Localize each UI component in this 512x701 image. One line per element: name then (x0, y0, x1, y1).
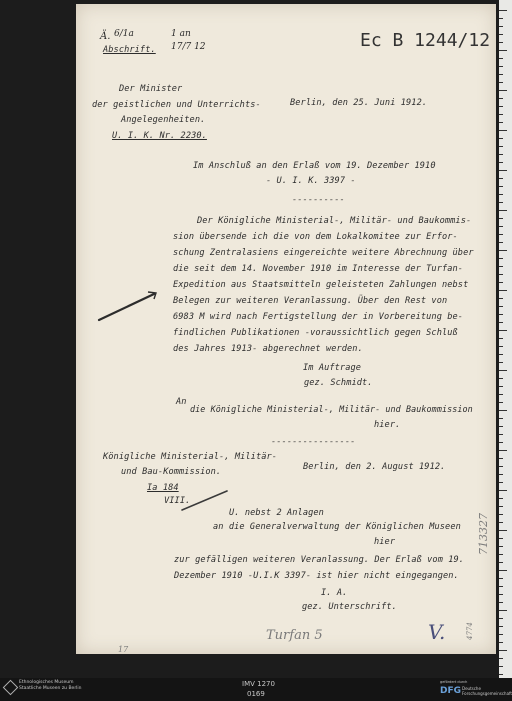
ruler-tick (499, 18, 503, 19)
ruler-tick (499, 250, 507, 251)
ruler-tick (499, 114, 503, 115)
ruler-tick (499, 130, 507, 131)
ruler-tick (499, 362, 503, 363)
ruler-tick (499, 498, 503, 499)
ruler-tick (499, 394, 503, 395)
ruler-tick (499, 602, 503, 603)
ruler-tick (499, 90, 507, 91)
ruler-tick (499, 434, 503, 435)
ruler-tick (499, 618, 503, 619)
body-line: die seit dem 14. November 1910 im Interesse der Turfan- (173, 264, 464, 274)
signature-line-1: Im Auftrage (303, 363, 362, 373)
scan-ruler (499, 0, 512, 701)
addressee-an: An (176, 397, 187, 407)
ruler-tick (499, 442, 503, 443)
body-line: sion übersende ich die von dem Lokalkomitee zur Erfor- (173, 232, 458, 242)
ruler-tick (499, 226, 503, 227)
ruler-tick (499, 418, 503, 419)
ruler-tick (499, 194, 503, 195)
ruler-tick (499, 658, 503, 659)
ruler-tick (499, 186, 503, 187)
signature-line-2: gez. Schmidt. (304, 378, 373, 388)
ruler-tick (499, 370, 507, 371)
body-line: findlichen Publikationen -voraussichtlich gegen Schluß (173, 328, 458, 338)
ruler-tick (499, 26, 503, 27)
divider: ---------------- (271, 437, 356, 447)
body2-line: U. nebst 2 Anlagen (229, 508, 324, 518)
sender-line-2: der geistlichen und Unterrichts- (92, 100, 261, 110)
dfg-logo: DFG (440, 686, 462, 696)
ruler-tick (499, 354, 503, 355)
sender-line-1: Der Minister (119, 84, 183, 94)
ruler-tick (499, 466, 503, 467)
note-b: 6/1a (114, 29, 134, 39)
ruler-tick (499, 282, 503, 283)
ruler-tick (499, 666, 503, 667)
addressee-line-1: die Königliche Ministerial-, Militär- und Baukommission (190, 404, 473, 414)
ruler-tick (499, 58, 503, 59)
ruler-tick (499, 426, 503, 427)
ruler-tick (499, 626, 503, 627)
abschrift-label: Abschrift. (103, 45, 156, 55)
body2-line: zur gefälligen weiteren Veranlassung. Der Erlaß vom 19. (174, 555, 465, 565)
ruler-tick (499, 458, 503, 459)
ruler-tick (499, 674, 503, 675)
ruler-tick (499, 210, 507, 211)
institution-line-1: Ethnologisches Museum (19, 680, 74, 685)
ruler-tick (499, 106, 503, 107)
file-id: IMV 1270 (242, 680, 275, 688)
ruler-tick (499, 378, 503, 379)
ruler-tick (499, 146, 503, 147)
reference2-line-1: Ia 184 (147, 483, 179, 493)
funder-name-1: Deutsche (462, 686, 481, 691)
ruler-tick (499, 242, 503, 243)
subject-line-2: - U. I. K. 3397 - (266, 176, 356, 186)
ruler-tick (499, 178, 503, 179)
ruler-tick (499, 10, 507, 11)
ruler-tick (499, 450, 507, 451)
ruler-tick (499, 34, 503, 35)
bottom-left-mark: 17 (118, 645, 129, 654)
bottom-signature: Turfan 5 (266, 628, 323, 643)
ruler-tick (499, 562, 503, 563)
addressee-line-2: hier. (374, 420, 401, 430)
body-line: Der Königliche Ministerial-, Militär- und Baukommis- (197, 216, 472, 226)
ruler-tick (499, 202, 503, 203)
ruler-tick (499, 98, 503, 99)
page-number: 0169 (247, 690, 265, 698)
ruler-tick (499, 642, 503, 643)
ruler-tick (499, 138, 503, 139)
ruler-tick (499, 514, 503, 515)
ruler-tick (499, 610, 507, 611)
ruler-tick (499, 218, 503, 219)
body2-line: Dezember 1910 -U.I.K 3397- ist hier nicht eingegangen. (174, 571, 459, 581)
sender-line-3: Angelegenheiten. (121, 115, 206, 125)
signature2-line-1: I. A. (321, 588, 348, 598)
pencil-stroke-2 (179, 486, 231, 514)
body2-line: hier (374, 537, 396, 547)
place-date-2: Berlin, den 2. August 1912. (303, 462, 446, 472)
reference-number: U. I. K. Nr. 2230. (112, 131, 207, 141)
pencil-stroke (96, 288, 158, 324)
institution-line-2: Staatliche Museen zu Berlin (19, 686, 82, 691)
subject-line-1: Im Anschluß an den Erlaß vom 19. Dezember 1910 (193, 161, 436, 171)
signature2-line-2: gez. Unterschrift. (302, 602, 397, 612)
ruler-tick (499, 274, 503, 275)
body-line: des Jahres 1913- abgerechnet werden. (173, 344, 363, 354)
body-line: schung Zentralasiens eingereichte weitere Abrechnung über (173, 248, 474, 258)
margin-number-small: 4774 (466, 622, 474, 640)
ruler-tick (499, 50, 507, 51)
ruler-tick (499, 338, 503, 339)
funder-label: gefördert durch (440, 680, 468, 684)
ruler-tick (499, 322, 503, 323)
body-line: Belegen zur weiteren Veranlassung. Über den Rest von (173, 296, 448, 306)
ruler-tick (499, 530, 507, 531)
note-a: Ä. (100, 31, 111, 42)
ruler-tick (499, 490, 507, 491)
ruler-tick (499, 82, 503, 83)
place-date: Berlin, den 25. Juni 1912. (290, 98, 428, 108)
ruler-tick (499, 538, 503, 539)
ruler-tick (499, 154, 503, 155)
separator: ---------- (292, 195, 345, 205)
ruler-tick (499, 570, 507, 571)
ruler-tick (499, 298, 503, 299)
body-line: Expedition aus Staatsmitteln geleisteten Zahlungen nebst (173, 280, 469, 290)
ruler-tick (499, 546, 503, 547)
ruler-tick (499, 306, 503, 307)
ruler-tick (499, 122, 503, 123)
ruler-tick (499, 410, 507, 411)
ruler-tick (499, 578, 503, 579)
ruler-tick (499, 290, 507, 291)
ruler-tick (499, 482, 503, 483)
body2-line: an die Generalverwaltung der Königlichen Museen (213, 522, 461, 532)
ruler-tick (499, 474, 503, 475)
ruler-tick (499, 650, 507, 651)
ruler-tick (499, 506, 503, 507)
ruler-tick (499, 586, 503, 587)
ruler-tick (499, 314, 503, 315)
ruler-tick (499, 162, 503, 163)
ruler-tick (499, 42, 503, 43)
ruler-tick (499, 234, 503, 235)
ruler-tick (499, 74, 503, 75)
reference2-line-2: VIII. (164, 496, 191, 506)
note-c: 1 an (171, 29, 191, 39)
ruler-tick (499, 594, 503, 595)
ruler-tick (499, 66, 503, 67)
sender2-line-1: Königliche Ministerial-, Militär- (103, 452, 278, 462)
bottom-initial: V. (428, 620, 446, 644)
ruler-tick (499, 258, 503, 259)
margin-number: 713327 (477, 513, 490, 555)
ruler-tick (499, 522, 503, 523)
ruler-tick (499, 346, 503, 347)
archive-signature: Ec B 1244/12 (360, 30, 491, 51)
body-line: 6983 M wird nach Fertigstellung der in Vorbereitung be- (173, 312, 464, 322)
ruler-tick (499, 554, 503, 555)
sender2-line-2: und Bau-Kommission. (121, 467, 222, 477)
ruler-tick (499, 330, 507, 331)
ruler-tick (499, 402, 503, 403)
note-d: 17/7 12 (171, 42, 206, 52)
ruler-tick (499, 170, 507, 171)
ruler-tick (499, 266, 503, 267)
funder-name-2: Forschungsgemeinschaft (462, 691, 512, 696)
ruler-tick (499, 634, 503, 635)
ruler-tick (499, 386, 503, 387)
